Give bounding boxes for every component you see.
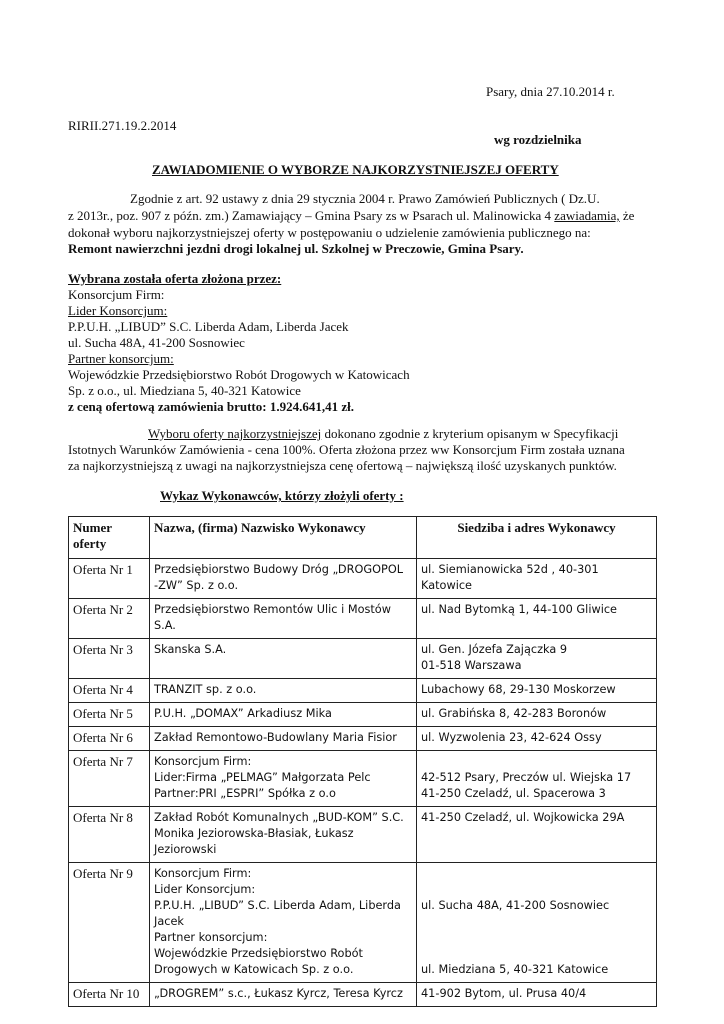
price-value: 1.924.641,41 zł. (269, 399, 354, 414)
contractor-address-line: Lubachowy 68, 29-130 Moskorzew (421, 683, 616, 696)
justification-line-2: Istotnych Warunków Zamówienia - cena 100%. Oferta złożona przez ww Konsorcjum Firm została uznana (68, 442, 625, 457)
justification-line-3: za najkorzystniejszą z uwagi na najkorzystniejsza cenę ofertową – największą ilość uzyskanych punktów. (68, 458, 617, 473)
contractor-address-line: 01-518 Warszawa (421, 659, 522, 672)
contractor-address (417, 727, 657, 751)
contractor-name (150, 679, 417, 703)
document-title: ZAWIADOMIENIE O WYBORZE NAJKORZYSTNIEJSZEJ OFERTY (152, 162, 559, 177)
contractor-name-line: Jacek (154, 915, 184, 928)
contractor-name-line: Drogowych w Katowicach Sp. z o.o. (154, 963, 354, 976)
contractor-address (417, 679, 657, 703)
table-row (69, 703, 657, 727)
project-name: Remont nawierzchni jezdni drogi lokalnej ul. Szkolnej w Preczowie, Gmina Psary. (68, 241, 524, 256)
contractor-name-line: Partner:PRI „ESPRI” Spółka z o.o (154, 787, 336, 800)
contractor-address-line (421, 754, 652, 770)
offer-number: Oferta Nr 5 (69, 703, 150, 727)
winner-heading: Wybrana została oferta złożona przez: (68, 271, 282, 286)
contractor-address (417, 639, 657, 679)
offer-number: Oferta Nr 4 (69, 679, 150, 703)
table-row (69, 863, 657, 983)
header-contractor-name: Nazwa, (firma) Nazwisko Wykonawcy (150, 517, 417, 559)
contractor-name-line: P.U.H. „DOMAX” Arkadiusz Mika (154, 707, 332, 720)
offer-number: Oferta Nr 1 (69, 559, 150, 599)
table-row (69, 807, 657, 863)
contractor-address-line (421, 866, 652, 882)
justification-line-1 (68, 425, 658, 442)
contractor-name (150, 807, 417, 863)
contractor-name-line: Konsorcjum Firm: (154, 867, 252, 880)
contractor-name-line: Lider:Firma „PELMAG” Małgorzata Pelc (154, 771, 371, 784)
contractor-address-line (421, 930, 652, 946)
contractor-address-line: 42-512 Psary, Preczów ul. Wiejska 17 (421, 771, 632, 784)
table-row (69, 679, 657, 703)
contractor-address (417, 863, 657, 983)
contractor-name-line: P.P.U.H. „LIBUD” S.C. Liberda Adam, Liberda (154, 899, 401, 912)
winner-partner-address: Sp. z o.o., ul. Miedziana 5, 40-321 Katowice (68, 383, 301, 398)
contractor-address-line: ul. Sucha 48A, 41-200 Sosnowiec (421, 899, 610, 912)
intro-line-2 (68, 207, 658, 224)
contractor-name-line: Przedsiębiorstwo Remontów Ulic i Mostów S.A. (154, 603, 391, 632)
contractor-name (150, 703, 417, 727)
contractor-name-line: TRANZIT sp. z o.o. (154, 683, 257, 696)
contractor-name-line: Zakład Robót Komunalnych „BUD-KOM” S.C. (154, 811, 404, 824)
contractor-address-line: ul. Miedziana 5, 40-321 Katowice (421, 963, 609, 976)
intro-line-3: dokonał wyboru najkorzystniejszej oferty w postępowaniu o udzielenie zamówienia publicznego na: (68, 225, 591, 240)
contractor-name-line: Zakład Remontowo-Budowlany Maria Fisior (154, 731, 397, 744)
contractor-name (150, 727, 417, 751)
contractor-address-line: ul. Wyzwolenia 23, 42-624 Ossy (421, 731, 602, 744)
offer-number: Oferta Nr 2 (69, 599, 150, 639)
contractor-address-line: 41-250 Czeladź, ul. Wojkowicka 29A (421, 811, 625, 824)
justification-line-1-text: dokonano zgodnie z kryterium opisanym w Specyfikacji (321, 426, 619, 441)
winner-partner-label: Partner konsorcjum: (68, 351, 174, 366)
contractor-address (417, 703, 657, 727)
contractor-address-line (421, 946, 652, 962)
contractor-address-line: 41-250 Czeladź, ul. Spacerowa 3 (421, 787, 606, 800)
contractor-address (417, 751, 657, 807)
offer-number: Oferta Nr 7 (69, 751, 150, 807)
contractor-name (150, 751, 417, 807)
reference-number: RIRII.271.19.2.2014 (68, 118, 177, 133)
table-row (69, 983, 657, 1007)
contractor-address (417, 599, 657, 639)
winner-price (68, 398, 658, 415)
contractor-name-line: Przedsiębiorstwo Budowy Dróg „DROGOPOL (154, 563, 404, 576)
intro-notifies: zawiadamia, (554, 208, 620, 223)
price-label: z ceną ofertową zamówienia brutto: (68, 399, 270, 414)
offer-number: Oferta Nr 9 (69, 863, 150, 983)
table-row (69, 559, 657, 599)
contractor-address (417, 559, 657, 599)
header-contractor-address: Siedziba i adres Wykonawcy (417, 517, 657, 559)
offer-number: Oferta Nr 10 (69, 983, 150, 1007)
contractor-address-line: ul. Nad Bytomką 1, 44-100 Gliwice (421, 603, 617, 616)
contractor-address-line (421, 882, 652, 898)
contractor-address-line: ul. Siemianowicka 52d , 40-301 Katowice (421, 563, 599, 592)
contractor-name (150, 639, 417, 679)
table-row (69, 727, 657, 751)
offers-table-body (69, 559, 657, 1007)
table-row (69, 751, 657, 807)
contractor-name-line: Monika Jeziorowska-Błasiak, Łukasz Jeziorowski (154, 827, 354, 856)
contractor-address (417, 983, 657, 1007)
contractor-name-line: „DROGREM” s.c., Łukasz Kyrcz, Teresa Kyrcz (154, 987, 403, 1000)
offer-number: Oferta Nr 6 (69, 727, 150, 751)
contractor-name (150, 559, 417, 599)
contractor-address-line: ul. Grabińska 8, 42-283 Boronów (421, 707, 607, 720)
contractor-name (150, 599, 417, 639)
contractor-address-line (421, 914, 652, 930)
contractor-name-line: Lider Konsorcjum: (154, 883, 256, 896)
offer-number: Oferta Nr 8 (69, 807, 150, 863)
contractor-address-line: 41-902 Bytom, ul. Prusa 40/4 (421, 987, 587, 1000)
offers-table (68, 516, 657, 1007)
contractor-name-line: Wojewódzkie Przedsiębiorstwo Robót (154, 947, 363, 960)
winner-consortium: Konsorcjum Firm: (68, 287, 165, 302)
contractor-name-line: Konsorcjum Firm: (154, 755, 252, 768)
contractor-name-line: Skanska S.A. (154, 643, 227, 656)
place-date: Psary, dnia 27.10.2014 r. (486, 84, 615, 99)
offer-number: Oferta Nr 3 (69, 639, 150, 679)
table-header-row (69, 517, 657, 559)
contractor-address-line: ul. Gen. Józefa Zajączka 9 (421, 643, 568, 656)
contractor-name-line: Partner konsorcjum: (154, 931, 268, 944)
intro-line-2-text: z 2013r., poz. 907 z późn. zm.) Zamawiający – Gmina Psary zs w Psarach ul. Malinowicka 4 (68, 208, 555, 223)
winner-leader-label: Lider Konsorcjum: (68, 303, 168, 318)
justification-lead: Wyboru oferty najkorzystniejszej (148, 426, 322, 441)
contractor-name (150, 863, 417, 983)
winner-leader-name: P.P.U.H. „LIBUD” S.C. Liberda Adam, Liberda Jacek (68, 319, 349, 334)
contractor-address (417, 807, 657, 863)
winner-leader-address: ul. Sucha 48A, 41-200 Sosnowiec (68, 335, 245, 350)
table-row (69, 599, 657, 639)
offers-heading: Wykaz Wykonawców, którzy złożyli oferty : (160, 488, 404, 503)
intro-line-1: Zgodnie z art. 92 ustawy z dnia 29 stycznia 2004 r. Prawo Zamówień Publicznych ( Dz.U. (130, 191, 600, 206)
winner-partner-name: Wojewódzkie Przedsiębiorstwo Robót Drogowych w Katowicach (68, 367, 410, 382)
header-offer-number: Numer oferty (69, 517, 150, 559)
table-row (69, 639, 657, 679)
distribution-note: wg rozdzielnika (494, 132, 582, 147)
contractor-name (150, 983, 417, 1007)
contractor-name-line: -ZW” Sp. z o.o. (154, 579, 239, 592)
intro-line-2-end: że (619, 208, 635, 223)
